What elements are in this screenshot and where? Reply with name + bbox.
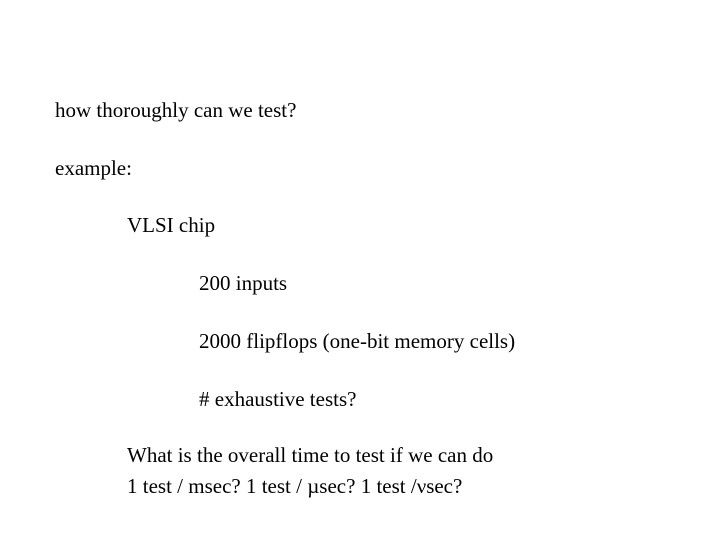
example-label: example: (55, 156, 132, 180)
test-rate-options: 1 test / msec? 1 test / µsec? 1 test /νsec? (127, 474, 463, 498)
vlsi-chip-item: VLSI chip (127, 213, 216, 237)
exhaustive-tests-item: # exhaustive tests? (199, 387, 357, 411)
inputs-item: 200 inputs (199, 271, 288, 295)
overall-time-question: What is the overall time to test if we can do (127, 443, 494, 467)
question-heading: how thoroughly can we test? (55, 98, 297, 122)
flipflops-item: 2000 flipflops (one-bit memory cells) (199, 329, 516, 353)
